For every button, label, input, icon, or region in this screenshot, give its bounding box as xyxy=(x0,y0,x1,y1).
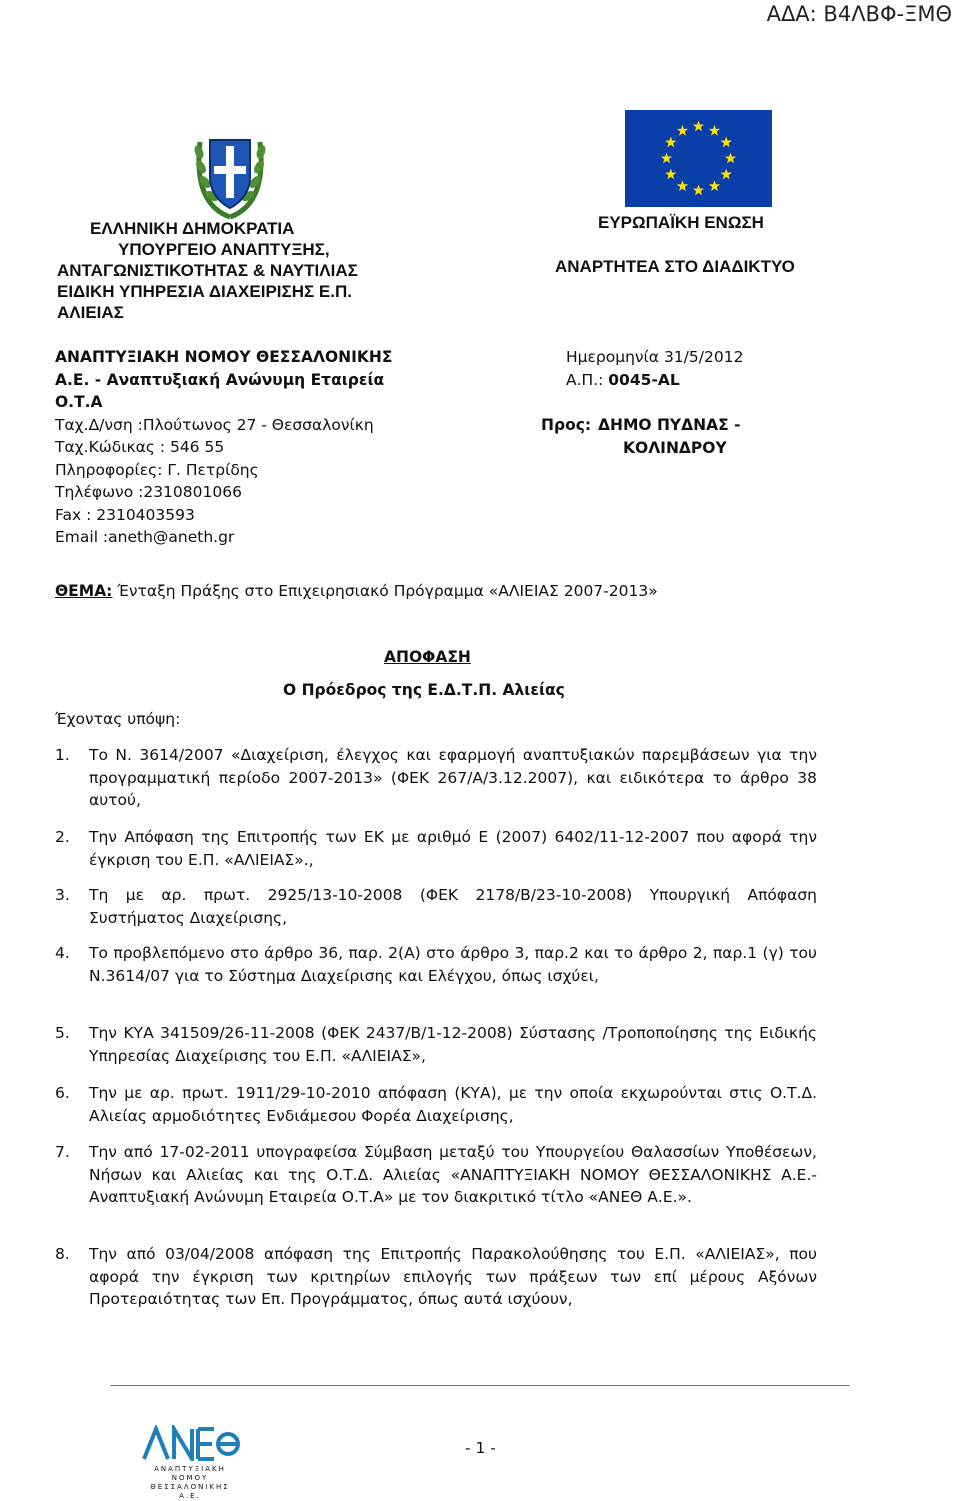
list-item-text: Την από 17-02-2011 υπογραφείσα Σύμβαση μεταξύ του Υπουργείου Θαλασσίων Υποθέσεων, Νήσων και Αλιείας και της Ο.Τ.Δ. Αλιείας «ΑΝΑΠΤΥΞΙΑΚΗ ΝΟΜΟΥ ΘΕΣΣΑΛΟΝΙΚΗΣ Α.Ε.-Αναπτυξιακή Ανώνυμη Εταιρεία Ο.Τ.Α» με τον διακριτικό τίτλο «ΑΝΕΘ Α.Ε.». xyxy=(89,1143,817,1206)
protocol-value: 0045-AL xyxy=(608,371,680,389)
list-item-number: 4. xyxy=(55,944,70,962)
sender-info: Πληροφορίες: Γ. Πετρίδης xyxy=(55,460,259,479)
list-item-number: 8. xyxy=(55,1245,70,1263)
document-date: Ημερομηνία 31/5/2012 xyxy=(566,348,744,366)
decision-title: ΑΠΟΦΑΣΗ xyxy=(384,648,471,666)
sender-name: Ο.Τ.Α xyxy=(55,393,103,411)
recipient-label: Προς: xyxy=(541,416,592,434)
aneth-logo xyxy=(140,1425,240,1500)
list-item xyxy=(55,1082,817,1127)
sender-block xyxy=(55,346,475,549)
greek-coat-of-arms-emblem xyxy=(190,122,270,222)
list-item-number: 7. xyxy=(55,1143,70,1161)
list-item-text: Την με αρ. πρωτ. 1911/29-10-2010 απόφαση (ΚΥΑ), με την οποία εκχωρούνται στις Ο.Τ.Δ. Αλιείας αρμοδιότητες Ενδιάμεσου Φορέα Διαχείρισης, xyxy=(89,1084,817,1125)
list-item-text: Το Ν. 3614/2007 «Διαχείριση, έλεγχος και εφαρμογή αναπτυξιακών παρεμβάσεων για την προγραμματική περίοδο 2007-2013» (ΦΕΚ 267/Α/3.12.2007), και ειδικότερα το άρθρο 38 αυτού, xyxy=(89,746,817,809)
list-item-number: 1. xyxy=(55,746,70,764)
sender-name: Α.Ε. - Αναπτυξιακή Ανώνυμη Εταιρεία xyxy=(55,370,385,389)
subject-label: ΘΕΜΑ: xyxy=(55,582,113,600)
eu-title: ΕΥΡΩΠΑΪΚΗ ΕΝΩΣΗ xyxy=(598,213,764,232)
list-item xyxy=(55,1141,817,1209)
list-item-text: Την ΚΥΑ 341509/26-11-2008 (ΦΕΚ 2437/Β/1-12-2008) Σύστασης /Τροποποίησης της Ειδικής Υπηρεσίας Διαχείρισης του Ε.Π. «ΑΛΙΕΙΑΣ», xyxy=(89,1024,817,1065)
page-number: - 1 - xyxy=(465,1439,496,1457)
list-item-text: Το προβλεπόμενο στο άρθρο 36, παρ. 2(Α) στο άρθρο 3, παρ.2 και το άρθρο 2, παρ.1 (γ) του Ν.3614/07 για το Σύστημα Διαχείρισης και Ελέγχου, όπως ισχύει, xyxy=(89,944,817,985)
sender-fax: Fax : 2310403593 xyxy=(55,505,195,524)
sender-phone: Τηλέφωνο :2310801066 xyxy=(55,483,242,501)
decision-issuer: Ο Πρόεδρος της Ε.Δ.Τ.Π. Αλιείας xyxy=(283,681,565,699)
sender-address: Ταχ.Δ/νση :Πλούτωνος 27 - Θεσσαλονίκη xyxy=(55,415,374,434)
header-line: ΕΛΛΗΝΙΚΗ ΔΗΜΟΚΡΑΤΙΑ xyxy=(90,219,295,238)
aneth-logo-line: ΘΕΣΣΑΛΟΝΙΚΗΣ Α.Ε. xyxy=(150,1483,230,1500)
publish-note: ΑΝΑΡΤΗΤΕΑ ΣΤΟ ΔΙΑΔΙΚΤΥΟ xyxy=(555,257,795,276)
subject-line xyxy=(55,580,875,603)
eu-flag-emblem xyxy=(625,110,772,207)
list-item xyxy=(55,1022,817,1067)
sender-email: Email :aneth@aneth.gr xyxy=(55,528,235,546)
header-line: ΕΙΔΙΚΗ ΥΠΗΡΕΣΙΑ ΔΙΑΧΕΙΡΙΣΗΣ Ε.Π. xyxy=(57,282,352,301)
list-item xyxy=(55,1243,817,1311)
list-item-number: 6. xyxy=(55,1084,70,1102)
subject-text: Ένταξη Πράξης στο Επιχειρησιακό Πρόγραμμα «ΑΛΙΕΙΑΣ 2007-2013» xyxy=(112,582,658,600)
list-item-text: Την Απόφαση της Επιτροπής των ΕΚ με αριθμό Ε (2007) 6402/11-12-2007 που αφορά την έγκριση του Ε.Π. «ΑΛΙΕΙΑΣ»., xyxy=(89,828,817,869)
header-line: ΥΠΟΥΡΓΕΙΟ ΑΝΑΠΤΥΞΗΣ, xyxy=(118,240,330,259)
footer-divider xyxy=(110,1385,850,1386)
protocol-label: Α.Π.: xyxy=(566,371,609,389)
header-line: ΑΛΙΕΙΑΣ xyxy=(57,303,124,322)
aneth-logo-subtitle xyxy=(140,1465,240,1501)
list-item xyxy=(55,744,817,812)
list-item xyxy=(55,884,817,929)
sender-postcode: Ταχ.Κώδικας : 546 55 xyxy=(55,438,225,456)
list-item-number: 2. xyxy=(55,828,70,846)
sender-name: ΑΝΑΠΤΥΞΙΑΚΗ ΝΟΜΟΥ ΘΕΣΣΑΛΟΝΙΚΗΣ xyxy=(55,348,393,366)
ada-code: ΑΔΑ: Β4ΛΒΦ-ΞΜΘ xyxy=(766,2,952,26)
list-item-text: Τη με αρ. πρωτ. 2925/13-10-2008 (ΦΕΚ 2178/Β/23-10-2008) Υπουργική Απόφαση Συστήματος Διαχείρισης, xyxy=(89,886,817,927)
list-item xyxy=(55,826,817,871)
protocol-number xyxy=(566,369,680,392)
list-item-text: Την από 03/04/2008 απόφαση της Επιτροπής Παρακολούθησης του Ε.Π. «ΑΛΙΕΙΑΣ», που αφορά την έγκριση των κριτηρίων επιλογής των πράξεων των επί μέρους Αξόνων Προτεραιότητας των Επ. Προγράμματος, όπως αυτά ισχύουν, xyxy=(89,1245,817,1308)
list-item-number: 5. xyxy=(55,1024,70,1042)
recipient-line: ΚΟΛΙΝΔΡΟΥ xyxy=(623,439,727,457)
list-item-number: 3. xyxy=(55,886,70,904)
list-item xyxy=(55,942,817,987)
aneth-logo-mark xyxy=(140,1425,240,1461)
considering-label: Έχοντας υπόψη: xyxy=(55,710,181,728)
header-line: ΑΝΤΑΓΩΝΙΣΤΙΚΟΤΗΤΑΣ & ΝΑΥΤΙΛΙΑΣ xyxy=(57,261,358,280)
ministry-header xyxy=(57,218,430,323)
recipient-line: ΔΗΜΟ ΠΥΔΝΑΣ - xyxy=(598,416,741,434)
aneth-logo-line: ΑΝΑΠΤΥΞΙΑΚΗ ΝΟΜΟΥ xyxy=(154,1465,226,1482)
